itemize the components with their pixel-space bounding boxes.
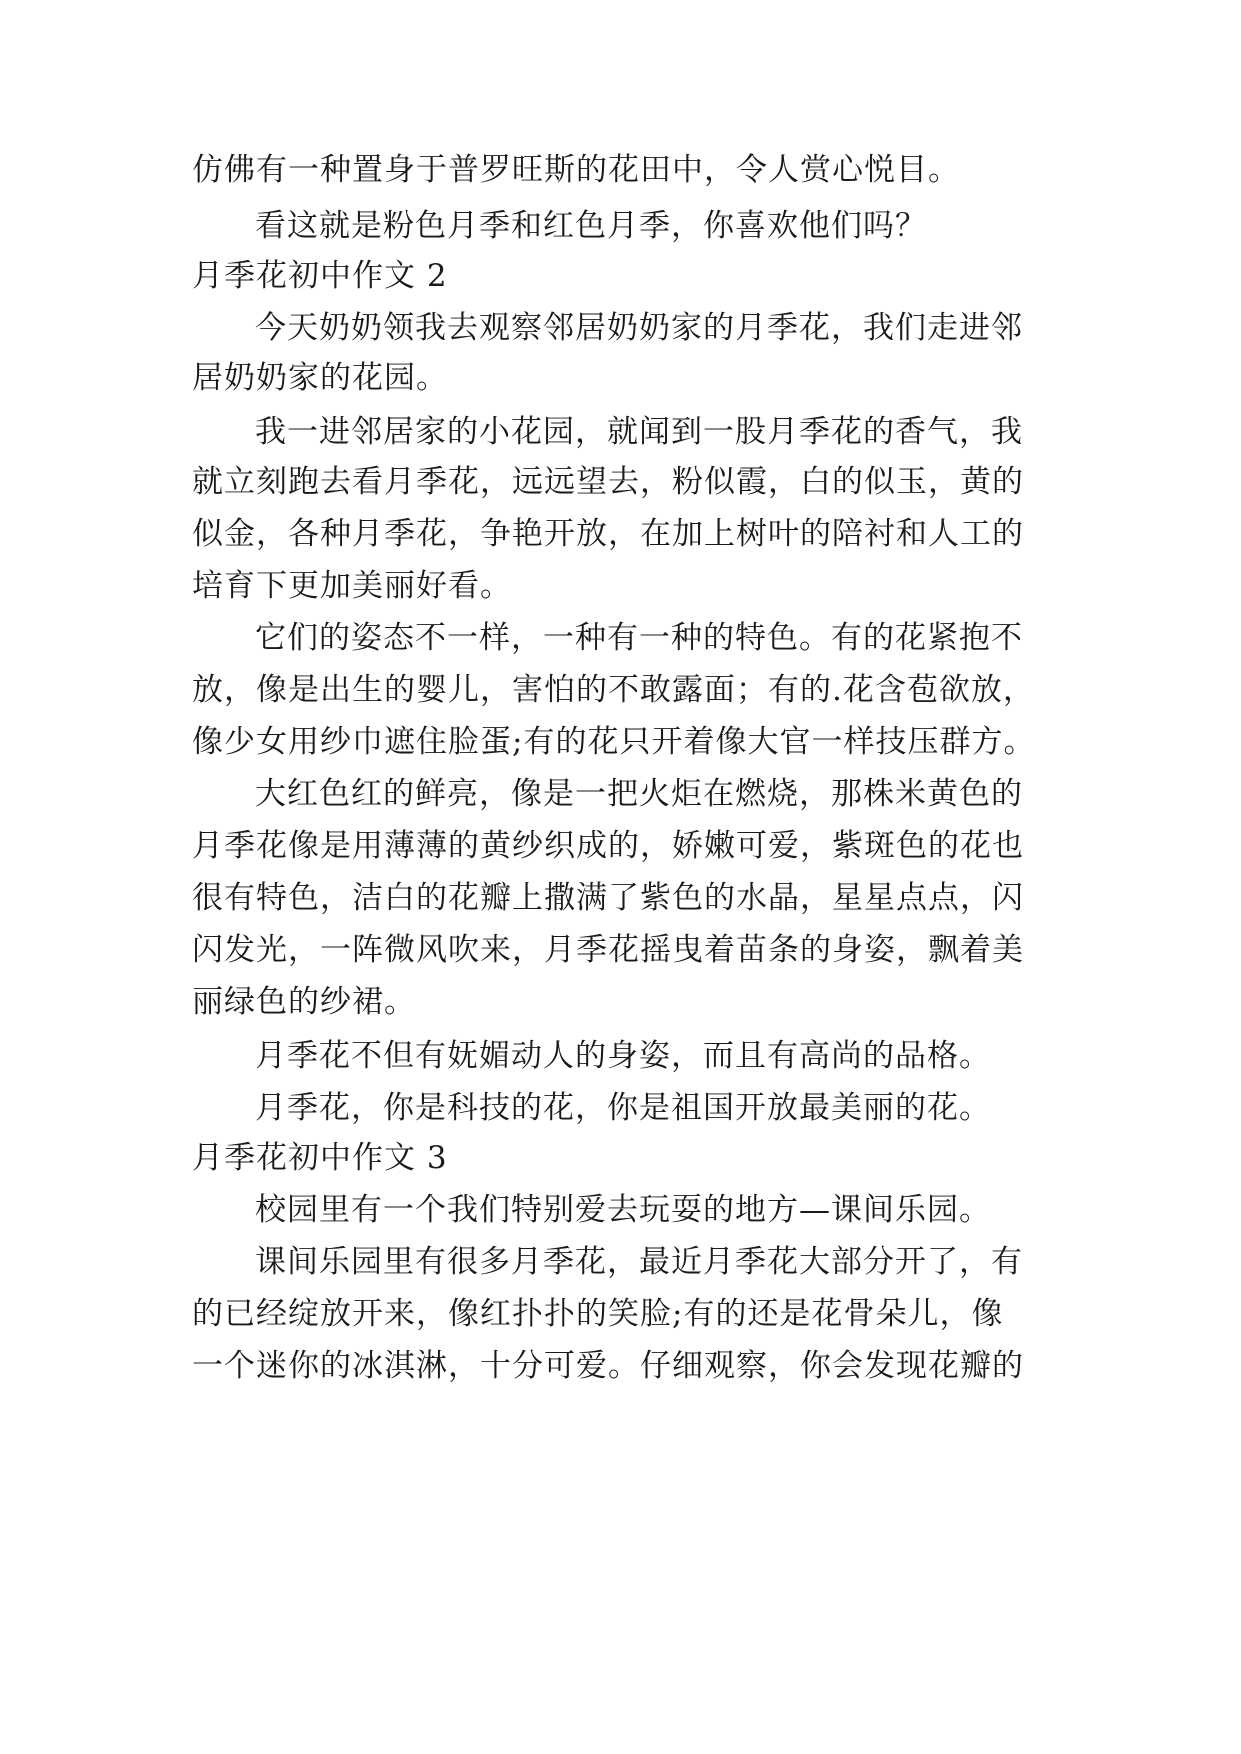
section-heading: 月季花初中作文 3 [192, 1140, 448, 1176]
text-line: 月季花，你是科技的花，你是祖国开放最美丽的花。 [255, 1090, 991, 1126]
text-line: 看这就是粉色月季和红色月季，你喜欢他们吗？ [255, 208, 927, 244]
text-line: 我一进邻居家的小花园，就闻到一股月季花的香气，我 [255, 414, 1023, 450]
text-line: 的已经绽放开来，像红扑扑的笑脸;有的还是花骨朵儿，像 [192, 1296, 1004, 1332]
text-line: 月季花不但有妩媚动人的身姿，而且有高尚的品格。 [255, 1038, 991, 1074]
text-line: 一个迷你的冰淇淋，十分可爱。仔细观察，你会发现花瓣的 [192, 1348, 1024, 1384]
text-line: 仿佛有一种置身于普罗旺斯的花田中，令人赏心悦目。 [192, 152, 960, 188]
text-line: 像少女用纱巾遮住脸蛋;有的花只开着像大官一样技压群方。 [192, 724, 1036, 760]
text-line: 就立刻跑去看月季花，远远望去，粉似霞，白的似玉，黄的 [192, 464, 1024, 500]
text-line: 月季花像是用薄薄的黄纱织成的，娇嫩可爱，紫斑色的花也 [192, 828, 1024, 864]
text-line: 似金，各种月季花，争艳开放，在加上树叶的陪衬和人工的 [192, 516, 1024, 552]
text-line: 它们的姿态不一样，一种有一种的特色。有的花紧抱不 [255, 620, 1023, 656]
text-line: 课间乐园里有很多月季花，最近月季花大部分开了，有 [255, 1244, 1023, 1280]
text-line: 培育下更加美丽好看。 [192, 568, 512, 604]
text-line: 居奶奶家的花园。 [192, 360, 448, 396]
section-heading: 月季花初中作文 2 [192, 258, 448, 294]
text-line: 校园里有一个我们特别爱去玩耍的地方—课间乐园。 [255, 1192, 991, 1228]
text-line: 大红色红的鲜亮，像是一把火炬在燃烧，那株米黄色的 [255, 776, 1023, 812]
text-line: 今天奶奶领我去观察邻居奶奶家的月季花，我们走进邻 [255, 310, 1023, 346]
text-line: 丽绿色的纱裙。 [192, 984, 416, 1020]
text-line: 闪发光，一阵微风吹来，月季花摇曳着苗条的身姿，飘着美 [192, 932, 1024, 968]
text-line: 很有特色，洁白的花瓣上撒满了紫色的水晶，星星点点，闪 [192, 880, 1024, 916]
text-line: 放，像是出生的婴儿，害怕的不敢露面；有的.花含苞欲放， [192, 672, 1035, 708]
